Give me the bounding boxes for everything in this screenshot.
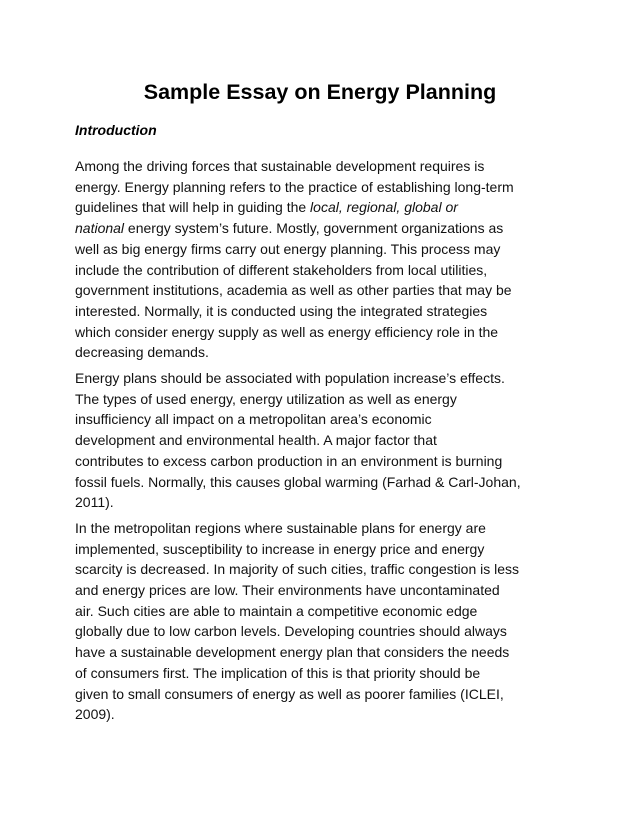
text-line: Energy plans should be associated with population increase’s effects. [75, 370, 505, 387]
italic-text: local, regional, global or [310, 199, 458, 216]
text-line: In the metropolitan regions where sustainable plans for energy are [75, 519, 486, 536]
text-segment: guidelines that will help in guiding the [75, 199, 311, 216]
text-line: and energy prices are low. Their environments have uncontaminated [75, 582, 500, 599]
text-line: 2009). [75, 706, 115, 723]
text-line: globally due to low carbon levels. Developing countries should always [75, 623, 507, 640]
text-line: development and environmental health. A major factor that [75, 432, 437, 449]
text-line [75, 218, 565, 239]
paragraph-3 [75, 518, 565, 725]
text-line: 2011). [75, 494, 114, 511]
text-line: contributes to excess carbon production in an environment is burning [75, 452, 503, 469]
text-line: well as big energy firms carry out energy planning. This process may [75, 240, 501, 257]
section-heading: Introduction [75, 122, 157, 138]
page-title: Sample Essay on Energy Planning [143, 80, 497, 104]
text-segment: energy system’s future. Mostly, government organizations as [124, 220, 504, 237]
paragraph-2 [75, 368, 565, 513]
italic-text: national [75, 220, 125, 237]
text-line: decreasing demands. [75, 344, 209, 361]
document-content [75, 78, 565, 730]
paragraph-1 [75, 156, 565, 363]
text-line: given to small consumers of energy as well as poorer families (ICLEI, [75, 685, 504, 702]
text-line: implemented, susceptibility to increase in energy price and energy [75, 540, 485, 557]
text-line: Among the driving forces that sustainable development requires is [75, 158, 485, 174]
text-line: government institutions, academia as well as other parties that may be [75, 282, 512, 299]
text-line: which consider energy supply as well as energy efficiency role in the [75, 323, 499, 340]
text-line: fossil fuels. Normally, this causes global warming (Farhad & Carl-Johan, [75, 473, 521, 490]
text-line: have a sustainable development energy plan that considers the needs [75, 644, 510, 661]
text-line: scarcity is decreased. In majority of such cities, traffic congestion is less [75, 561, 520, 578]
text-line: The types of used energy, energy utilization as well as energy [75, 390, 457, 407]
text-line: include the contribution of different stakeholders from local utilities, [75, 261, 488, 278]
text-line: air. Such cities are able to maintain a competitive economic edge [75, 602, 478, 619]
text-line: interested. Normally, it is conducted using the integrated strategies [75, 302, 488, 319]
text-line: of consumers first. The implication of this is that priority should be [75, 664, 481, 681]
text-line: energy. Energy planning refers to the practice of establishing long-term [75, 178, 514, 195]
text-line [75, 197, 565, 218]
text-line: insufficiency all impact on a metropolitan area’s economic [75, 411, 432, 428]
